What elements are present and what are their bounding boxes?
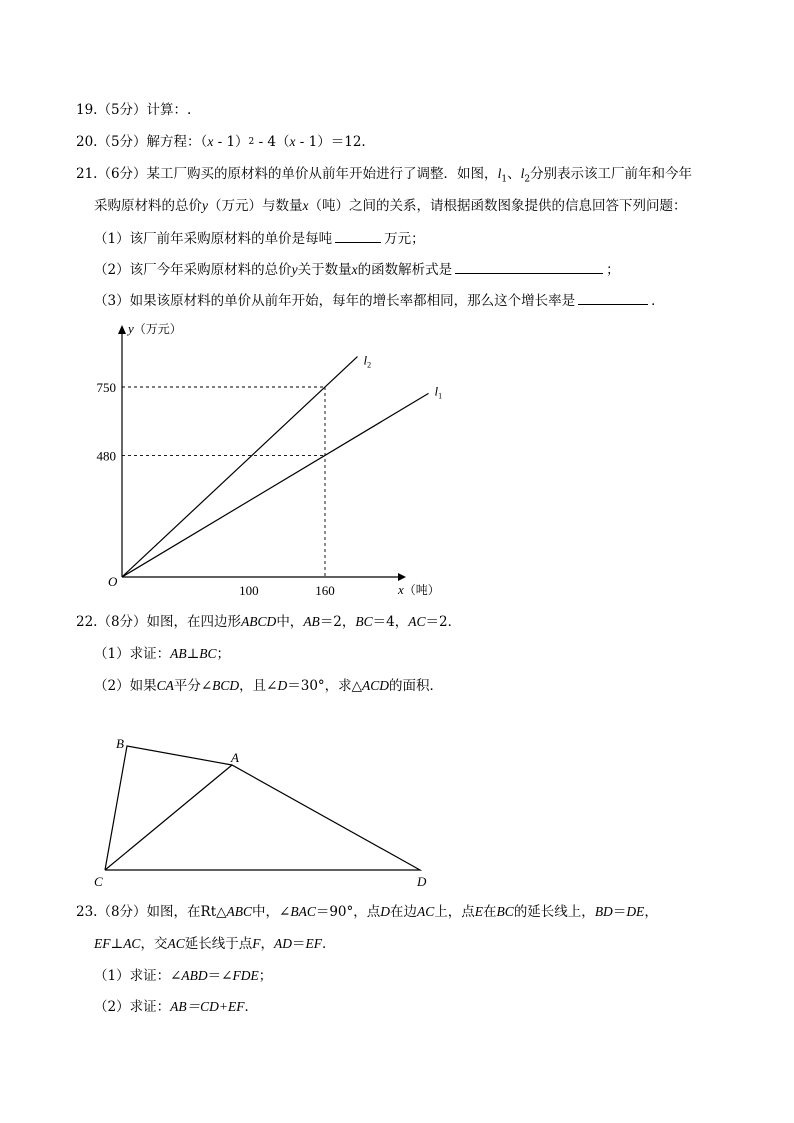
q23-sub1-text: ； [258, 968, 273, 984]
q21-sub2-text: （2）该厂今年采购原材料的总价 [94, 262, 292, 278]
quad-outline [105, 746, 420, 870]
q23-line2 [94, 934, 335, 954]
q23-text: 上，点 [434, 904, 475, 920]
q21-sub2-x: x [351, 262, 358, 277]
q23-sub2-text: （2）求证： [94, 999, 171, 1015]
q23-text: 在 [483, 904, 497, 920]
y-tick-label: 480 [96, 448, 116, 464]
q22-text: ＝4， [372, 614, 409, 630]
q21-l1-sub: 1 [501, 174, 508, 185]
q21-text: （万元）与数量 [208, 198, 303, 214]
q21-sub2-text: 的函数解析式是 [357, 262, 453, 278]
q23-sub2-math: AB＝CD+EF [170, 999, 245, 1014]
q21-sep: 、 [507, 166, 521, 182]
q23-text: ， [260, 936, 274, 952]
x-axis-label: x（吨） [398, 582, 440, 597]
q21-sub1-text: 万元； [384, 231, 425, 247]
label-d: D [417, 874, 427, 889]
q21-x: x [302, 198, 309, 213]
q21-sub2-text: ； [606, 262, 620, 278]
q22-sub1-math: AB⊥BC [170, 646, 217, 661]
q21-sub1 [94, 228, 425, 249]
q23-text: ，交 [140, 936, 168, 952]
q22-text: 22.（8分）如图，在四边形 [76, 614, 242, 630]
answer-blank[interactable] [578, 290, 648, 305]
label-c: C [94, 874, 103, 889]
q23-text: ． [321, 936, 336, 952]
q23-var: BC [496, 904, 514, 919]
diagonal-ac [105, 765, 232, 870]
origin-label: O [108, 574, 118, 589]
q23-sub2-text: ． [244, 999, 258, 1015]
q21-line2 [94, 196, 687, 216]
q23-math: AC [167, 936, 185, 951]
q21-sub3-text: （3）如果该原材料的单价从前年开始，每年的增长率都相同，那么这个增长率是 [94, 293, 576, 309]
q20-line [76, 132, 366, 154]
q23-math: EF [305, 936, 322, 951]
q22-var: ABCD [241, 614, 277, 629]
q23-math: AD [273, 936, 292, 951]
q20-part: - 1） [213, 134, 249, 150]
q23-text: 中，∠ [252, 904, 291, 920]
q21-text: 分别表示该工厂前年和今年 [530, 166, 693, 182]
q21-text: 21.（6分）某工厂购买的原材料的单价从前年开始进行了调整．如图， [76, 166, 498, 182]
q21-sub3 [94, 290, 665, 311]
q22-sub1-text: （1）求证： [94, 646, 171, 662]
q22-sub2-text: ，且∠ [239, 678, 278, 694]
q23-var: BAC [290, 904, 316, 919]
q23-var: DE [626, 904, 645, 919]
q23-math: F [252, 936, 261, 951]
q22-text: 中， [276, 614, 304, 630]
y-tick-label: 750 [96, 380, 116, 395]
q23-sub1-math: ABD [181, 968, 208, 983]
x-tick-label: 100 [239, 583, 259, 598]
q22-sub2-math: BCD [212, 678, 240, 693]
q23-sub1 [94, 966, 272, 986]
q22-text: ＝2． [425, 614, 462, 630]
q22-sub1-text: ； [216, 646, 231, 662]
q20-part: - 4（ [254, 134, 290, 150]
answer-blank[interactable] [335, 228, 381, 243]
q22-sub2 [94, 676, 443, 696]
q23-text: ＝ [291, 936, 306, 952]
q23-var: D [380, 904, 391, 919]
label-b: B [116, 736, 124, 751]
q23-line1 [76, 902, 658, 922]
label-a: A [231, 750, 239, 765]
q23-sub1-math: FDE [232, 968, 259, 983]
q21-l2-sub: 2 [524, 174, 531, 185]
q21-line1 [76, 164, 692, 190]
q21-text: 采购原材料的总价 [94, 198, 202, 214]
q22-var: BC [355, 614, 373, 629]
q21-sub3-text: ． [651, 293, 665, 309]
q23-sub2 [94, 997, 258, 1017]
series-label-l1: $l_1$ [434, 383, 443, 401]
answer-blank[interactable] [455, 259, 603, 274]
q21-y: y [202, 198, 208, 213]
q21-sub2 [94, 259, 620, 280]
q22-var: AB [303, 614, 320, 629]
q23-text: ＝ [612, 904, 627, 920]
q23-var: E [474, 904, 484, 919]
series-line-l1 [122, 393, 429, 577]
q21-sub1-text: （1）该厂前年采购原材料的单价是每吨 [94, 231, 333, 247]
q23-text: 23.（8分）如图，在Rt△ [76, 904, 227, 920]
x-axis-arrow [398, 573, 406, 581]
q23-text: ＝90°，点 [315, 904, 381, 920]
q23-sub1-text: ＝∠ [207, 968, 233, 984]
q23-math: EF⊥AC [94, 936, 141, 951]
x-tick-label: 160 [315, 583, 335, 598]
q23-var: BD [594, 904, 613, 919]
q20-var: x [207, 134, 214, 149]
q22-sub2-math: CA [156, 678, 174, 693]
q22-sub1 [94, 644, 230, 664]
q23-text: 的延长线上， [513, 904, 595, 920]
q21-sub2-y: y [291, 262, 298, 277]
q22-sub2-text: ＝30°，求△ [287, 678, 363, 694]
q21-text: （吨）之间的关系，请根据函数图象提供的信息回答下列问题： [308, 198, 687, 214]
quadrilateral-figure [0, 730, 794, 900]
q22-var: AC [408, 614, 426, 629]
q19-line [76, 100, 191, 120]
q23-var: AC [417, 904, 435, 919]
function-graph [0, 310, 794, 610]
q22-sub2-text: （2）如果 [94, 678, 157, 694]
series-label-l2: $l_2$ [363, 352, 372, 370]
q22-text: ＝2， [319, 614, 356, 630]
q19-text: 19.（5分）计算：. [76, 102, 192, 118]
q22-sub2-text: 的面积． [389, 678, 444, 694]
q20-prefix: 20.（5分）解方程：（ [76, 134, 208, 150]
q22-sub2-math: ACD [362, 678, 390, 693]
q20-var: x [289, 134, 296, 149]
q22-sub2-text: 平分∠ [173, 678, 213, 694]
q20-exponent: 2 [248, 137, 255, 147]
q23-text: ， [644, 904, 658, 920]
q22-line1 [76, 612, 461, 632]
q23-sub1-text: （1）求证：∠ [94, 968, 182, 984]
q22-sub2-math: D [277, 678, 288, 693]
y-axis-label: y（万元） [128, 321, 182, 336]
q21-sub2-text: 关于数量 [297, 262, 352, 278]
y-axis-arrow [118, 325, 126, 334]
q20-part: - 1）＝12. [295, 134, 366, 150]
q23-var: ABC [226, 904, 253, 919]
q21-l2: l [520, 166, 525, 181]
q23-text: 延长线于点 [184, 936, 253, 952]
q21-l1: l [497, 166, 502, 181]
q23-text: 在边 [390, 904, 418, 920]
series-line-l2 [122, 357, 357, 577]
